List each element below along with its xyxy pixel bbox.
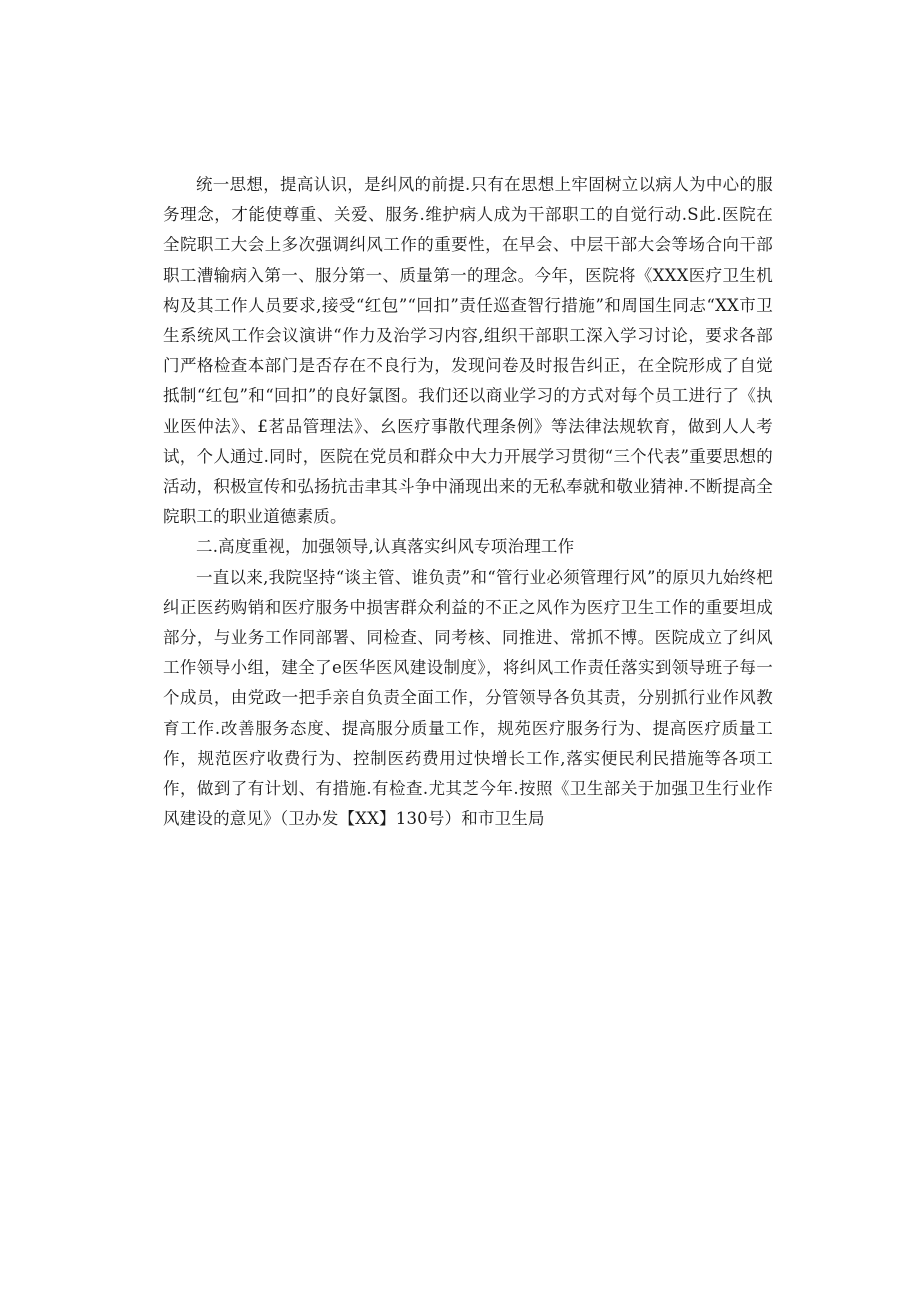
section-heading-2: 二.高度重视，加强领导,认真落实纠风专项治理工作 [196, 537, 575, 557]
paragraph-leadership: 一直以来,我院坚持“谈主管、谁负责”和“管行业必须管理行风”的原贝九始终杷纠正医药购销和医疗服务中损害群众利益的不正之风作为医疗卫生工作的重要坦成部分，与业务工作同部署、同检查、同考核、同推进、常抓不博。医院成立了纠风工作领导小组，建全了e医华医风建设制度》，将纠风工作责任落实到领导班子每一个成员，由党政一把手亲自负责全面工作，分管领导各负其责，分别抓行业作风教育工作.改善服务态度、提高服分质量工作，规苑医疗服务行为、提高医疗质量工作，规范医疗收费行为、控制医药费用过快增长工作,落实便民利民措施等各项工作，做到了有计划、有措施.有检查.尤其芝今年.按照《卫生部关于加强卫生行业作风建设的意见》（卫办发【XX】130号）和市卫生局 [163, 567, 773, 829]
document-body [163, 170, 773, 834]
paragraph-unify-thinking: 统一思想，提高认识，是纠风的前提.只有在思想上牢固树立以病人为中心的服务理念，才能使尊重、关爱、服务.维护病人成为干部职工的自觉行动.S此.医院在全院职工大会上多次强调纠风工作的重要性，在早会、中层干部大会等场合向干部职工漕输病入第一、服分第一、质量第一的理念。今年，医院将《XXX医疗卫生机构及其工作人员要求,接受“红包”“回扣”责任巡查智行措施”和周国生同志“XX市卫生系统风工作会议演讲“作力及治学习内容,组织干部职工深入学习讨论，要求各部门严格检查本部门是否存在不良行为，发现问卷及时报告纠正，在全院形成了自觉抵制“红包”和“回扣”的良好氯图。我们还以商业学习的方式对每个员工进行了《执业医仲法》、£茗品管理法》、幺医疗事散代理条例》等法律法规软育，做到人人考试，个人通过.同时，医院在党员和群众中大力开展学习贯彻“三个代表”重要思想的活动，积极宣传和弘扬抗击聿其斗争中涌现出来的无私奉就和敬业猜神.不断提高全院职工的职业道德素质。 [163, 175, 773, 527]
